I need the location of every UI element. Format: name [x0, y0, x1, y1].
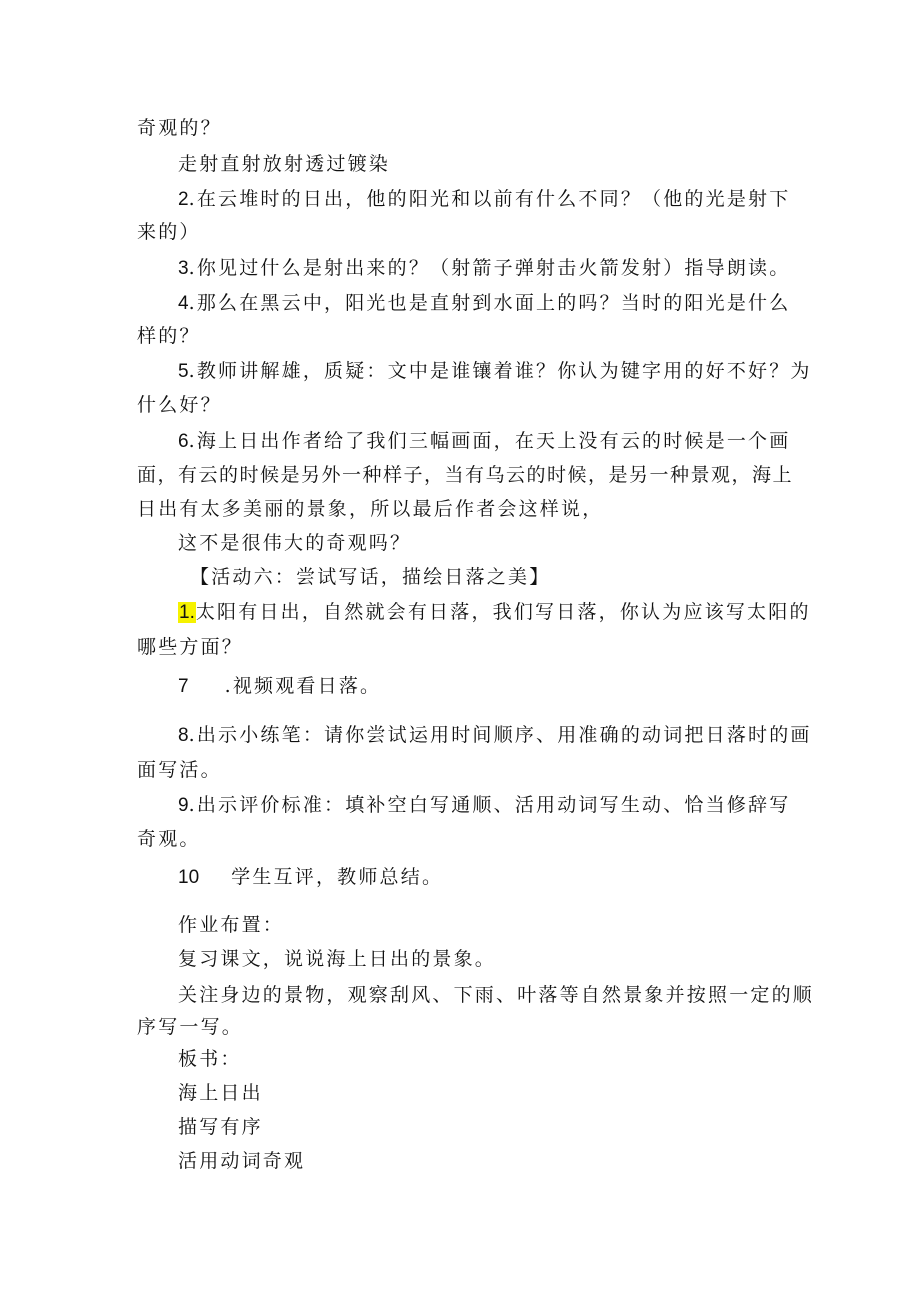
list-text: 学生互评，教师总结。 — [231, 866, 444, 888]
list-item-6 — [178, 428, 790, 455]
list-item-7 — [178, 673, 381, 700]
list-item-10 — [178, 864, 443, 891]
text-line: 序写一写。 — [137, 1016, 244, 1038]
list-item-1 — [178, 599, 811, 626]
list-item-2 — [178, 186, 790, 213]
list-text: .视频观看日落。 — [224, 675, 382, 697]
list-text: .在云堆时的日出，他的阳光和以前有什么不同？（他的光是射下 — [188, 188, 791, 210]
list-item-9 — [178, 792, 790, 819]
homework-item: 关注身边的景物，观察刮风、下雨、叶落等自然景象并按照一定的顺 — [178, 984, 815, 1006]
list-text: .海上日出作者给了我们三幅画面，在天上没有云的时候是一个画 — [188, 430, 791, 452]
list-text: .出示小练笔：请你尝试运用时间顺序、用准确的动词把日落时的画 — [188, 724, 812, 746]
text-line: 样的？ — [137, 325, 201, 347]
list-number: 5 — [178, 361, 189, 382]
list-number: 4 — [178, 293, 189, 314]
list-text: .那么在黑云中，阳光也是直射到水面上的吗？当时的阳光是什么 — [188, 292, 791, 314]
board-item: 描写有序 — [178, 1116, 263, 1138]
homework-item: 复习课文，说说海上日出的景象。 — [178, 948, 497, 970]
list-text: .教师讲解雄，质疑：文中是谁镶着谁？你认为键字用的好不好？为 — [188, 360, 812, 382]
list-item-4 — [178, 290, 790, 317]
text-line: 面，有云的时候是另外一种样子，当有乌云的时候，是另一种景观，海上 — [137, 464, 794, 486]
list-number: 8 — [178, 725, 189, 746]
text-line: 这不是很伟大的奇观吗？ — [178, 532, 412, 554]
list-item-5 — [178, 358, 812, 385]
list-text: .你见过什么是射出来的？（射箭子弹射击火箭发射）指导朗读。 — [188, 257, 791, 279]
list-number: 7 — [178, 676, 189, 697]
board-item: 活用动词奇观 — [178, 1150, 306, 1172]
text-line: 来的） — [137, 221, 201, 243]
list-number: 9 — [178, 795, 189, 816]
text-line: 什么好？ — [137, 394, 222, 416]
text-line: 奇观。 — [137, 828, 201, 850]
homework-title: 作业布置： — [178, 914, 285, 936]
list-text: .出示评价标准：填补空白写通顺、活用动词写生动、恰当修辞写 — [188, 794, 791, 816]
text-line: 哪些方面？ — [137, 636, 244, 658]
list-number: 6 — [178, 431, 189, 452]
list-item-8 — [178, 722, 812, 749]
highlighted-list-number: 1. — [179, 602, 195, 623]
text-line: 面写活。 — [137, 759, 222, 781]
section-heading: 【活动六：尝试写话，描绘日落之美】 — [190, 566, 551, 588]
list-number: 3 — [178, 258, 189, 279]
list-text: 太阳有日出，自然就会有日落，我们写日落，你认为应该写太阳的 — [195, 601, 811, 623]
text-line: 奇观的？ — [137, 117, 222, 139]
list-item-3 — [178, 255, 790, 282]
board-item: 海上日出 — [178, 1082, 263, 1104]
text-line: 日出有太多美丽的景象，所以最后作者会这样说， — [137, 498, 604, 520]
list-number: 10 — [178, 867, 200, 888]
board-title: 板书： — [178, 1048, 242, 1070]
list-number: 2 — [178, 189, 189, 210]
text-line: 走射直射放射透过镀染 — [178, 153, 391, 175]
